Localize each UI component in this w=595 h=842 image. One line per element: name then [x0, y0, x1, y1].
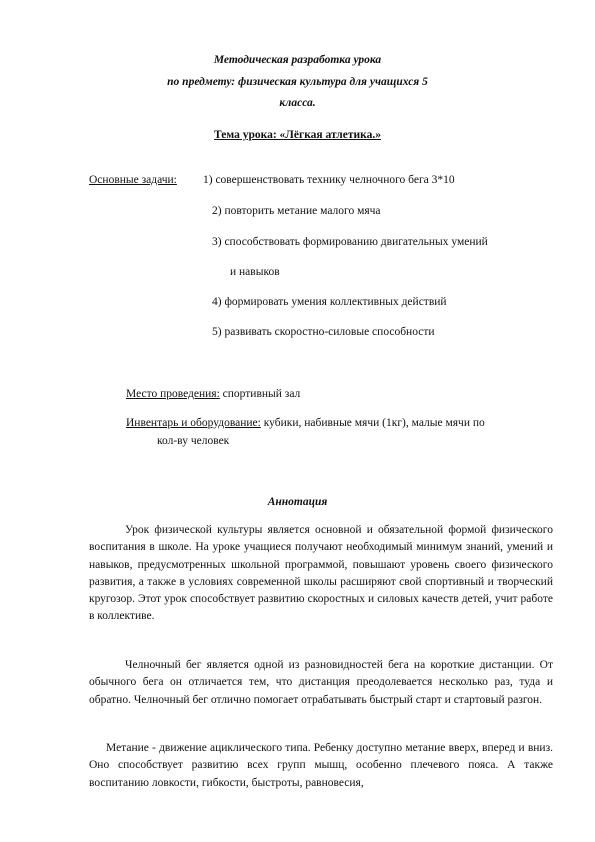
place-label: Место проведения: [126, 388, 220, 400]
header-line-1: Методическая разработка урока [213, 54, 382, 66]
task-item-3-continued: и навыков [230, 266, 280, 278]
annotation-paragraph-3: Метание - движение ациклического типа. Ребенку доступно метание вверх, вперед и вниз. Оно способствует развитию всех групп мышц, особенно плечевого пояса. А также воспитанию ловкости, гибкости, быстроты, равновесия, [89, 742, 553, 789]
task-item-4: 4) формировать умения коллективных действий [212, 296, 447, 308]
equipment-value-continued: кол-ву человек [157, 435, 230, 447]
header-line-2: по предмету: физическая культура для учащихся 5 [167, 76, 428, 88]
header-line-3: класса. [279, 97, 316, 109]
equipment-value: кубики, набивные мячи (1кг), малые мячи по [260, 417, 485, 429]
tasks-label: Основные задачи: [89, 174, 177, 186]
place-value: спортивный зал [219, 388, 301, 400]
task-item-5: 5) развивать скоростно-силовые способности [212, 326, 435, 338]
annotation-paragraph-2: Челночный бег является одной из разновидностей бега на короткие дистанции. От обычного бега он отличается тем, что дистанция преодолевается несколько раз, туда и обратно. Челночный бег отлично помогает отрабатывать быстрый старт и стартовый разгон. [89, 659, 553, 706]
task-item-3: 3) способствовать формированию двигательных умений [212, 236, 488, 248]
annotation-paragraph-1: Урок физической культуры является основной и обязательной формой физического воспитания в школе. На уроке учащиеся получают необходимый минимум знаний, умений и навыков, предусмотренных школьной программой, повышают уровень своего физического развития, а также в условиях современной школы расширяют свой спортивный и творческий кругозор. Этот урок способствует развитию скоростных и силовых качеств детей, учит работе в коллективе. [89, 524, 553, 623]
equipment-line [126, 417, 485, 429]
task-item-1: 1) совершенствовать технику челночного бега 3*10 [203, 174, 455, 186]
place-line [126, 388, 300, 400]
task-item-2: 2) повторить метание малого мяча [212, 205, 381, 217]
equipment-label: Инвентарь и оборудование: [126, 417, 261, 429]
annotation-title: Аннотация [267, 496, 328, 508]
lesson-topic: Тема урока: «Лёгкая атлетика.» [214, 129, 381, 141]
